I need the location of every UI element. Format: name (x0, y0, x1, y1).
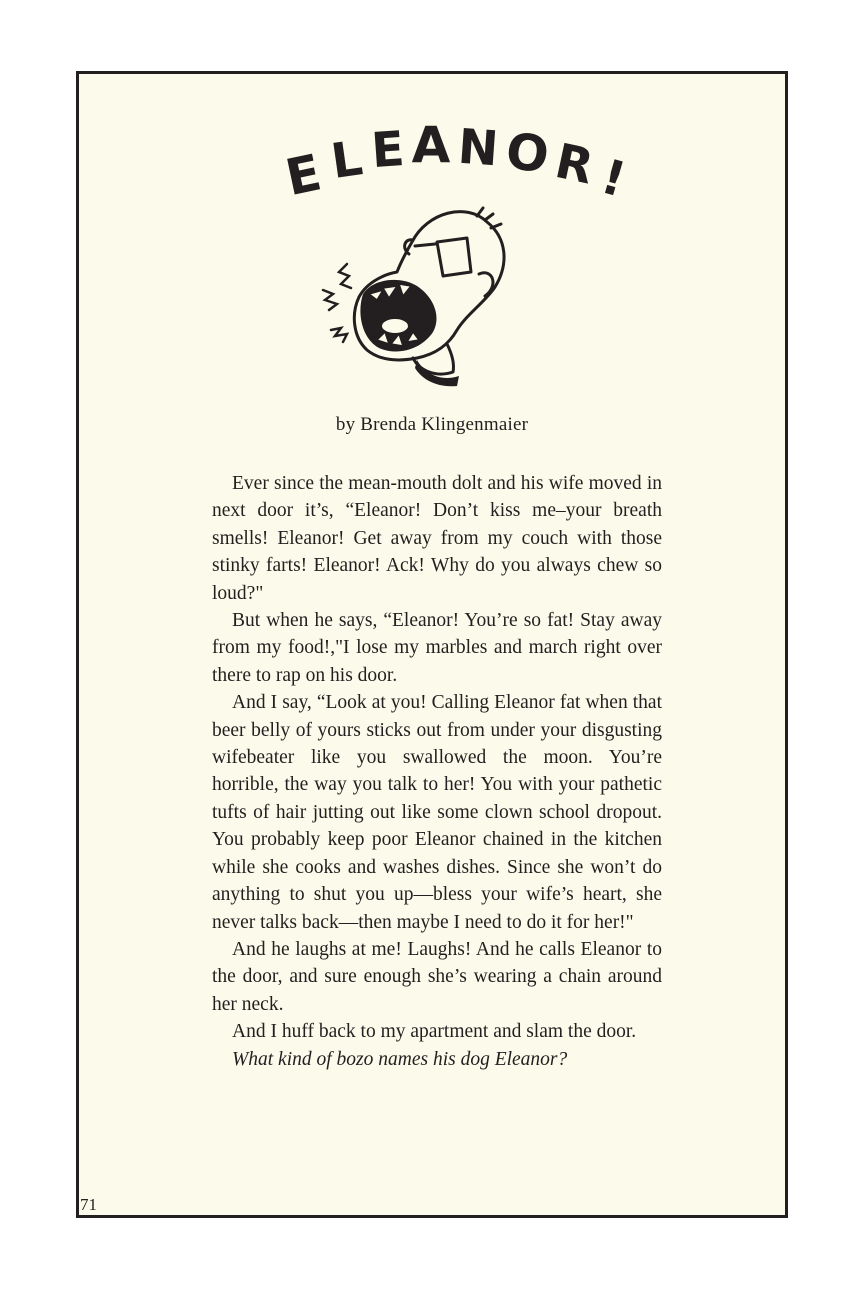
paragraph-4: And he laughs at me! Laughs! And he calls Eleanor to the door, and sure enough she’s wearing a chain around her neck. (212, 938, 662, 1015)
paragraph-5: And I huff back to my apartment and slam the door. (232, 1021, 637, 1043)
title-letter: E (369, 120, 407, 180)
page-number: 71 (80, 1195, 97, 1214)
story-body (212, 470, 662, 1073)
closing-line: What kind of bozo names his dog Eleanor? (232, 1048, 568, 1070)
paragraph-2: But when he says, “Eleanor! You’re so fat! Stay away from my food!,"I lose my marbles and march right over there to rap on his door. (212, 610, 662, 686)
byline: by Brenda Klingenmaier (335, 414, 529, 435)
title-letter: A (411, 116, 451, 174)
title-letter: R (550, 133, 599, 196)
title-letter: L (327, 130, 366, 191)
title-letter: E (280, 143, 327, 208)
page-frame (76, 71, 788, 1218)
paragraph-3: And I say, “Look at you! Calling Eleanor fat when that beer belly of yours sticks out from under your disgusting wifebeater like you swallowed the moon. You’re horrible, the way you talk to her! You with your pathetic tufts of hair jutting out like some clown school dropout. You probably keep poor Eleanor chained in the kitchen while she cooks and washes dishes. Since she won’t do anything to shut you up—bless your wife’s heart, she never talks back—then maybe I need to do it for her!" (212, 692, 662, 933)
paragraph-1: Ever since the mean-mouth dolt and his wife moved in next door it’s, “Eleanor! Don’t kiss me–your breath smells! Eleanor! Get away from my couch with those stinky farts! Eleanor! Ack! Why do you always chew so loud?" (212, 473, 662, 604)
title-letter: N (456, 118, 501, 178)
title-letter: O (502, 121, 553, 185)
screaming-head-icon (317, 202, 517, 387)
title-letter: ! (595, 148, 632, 209)
